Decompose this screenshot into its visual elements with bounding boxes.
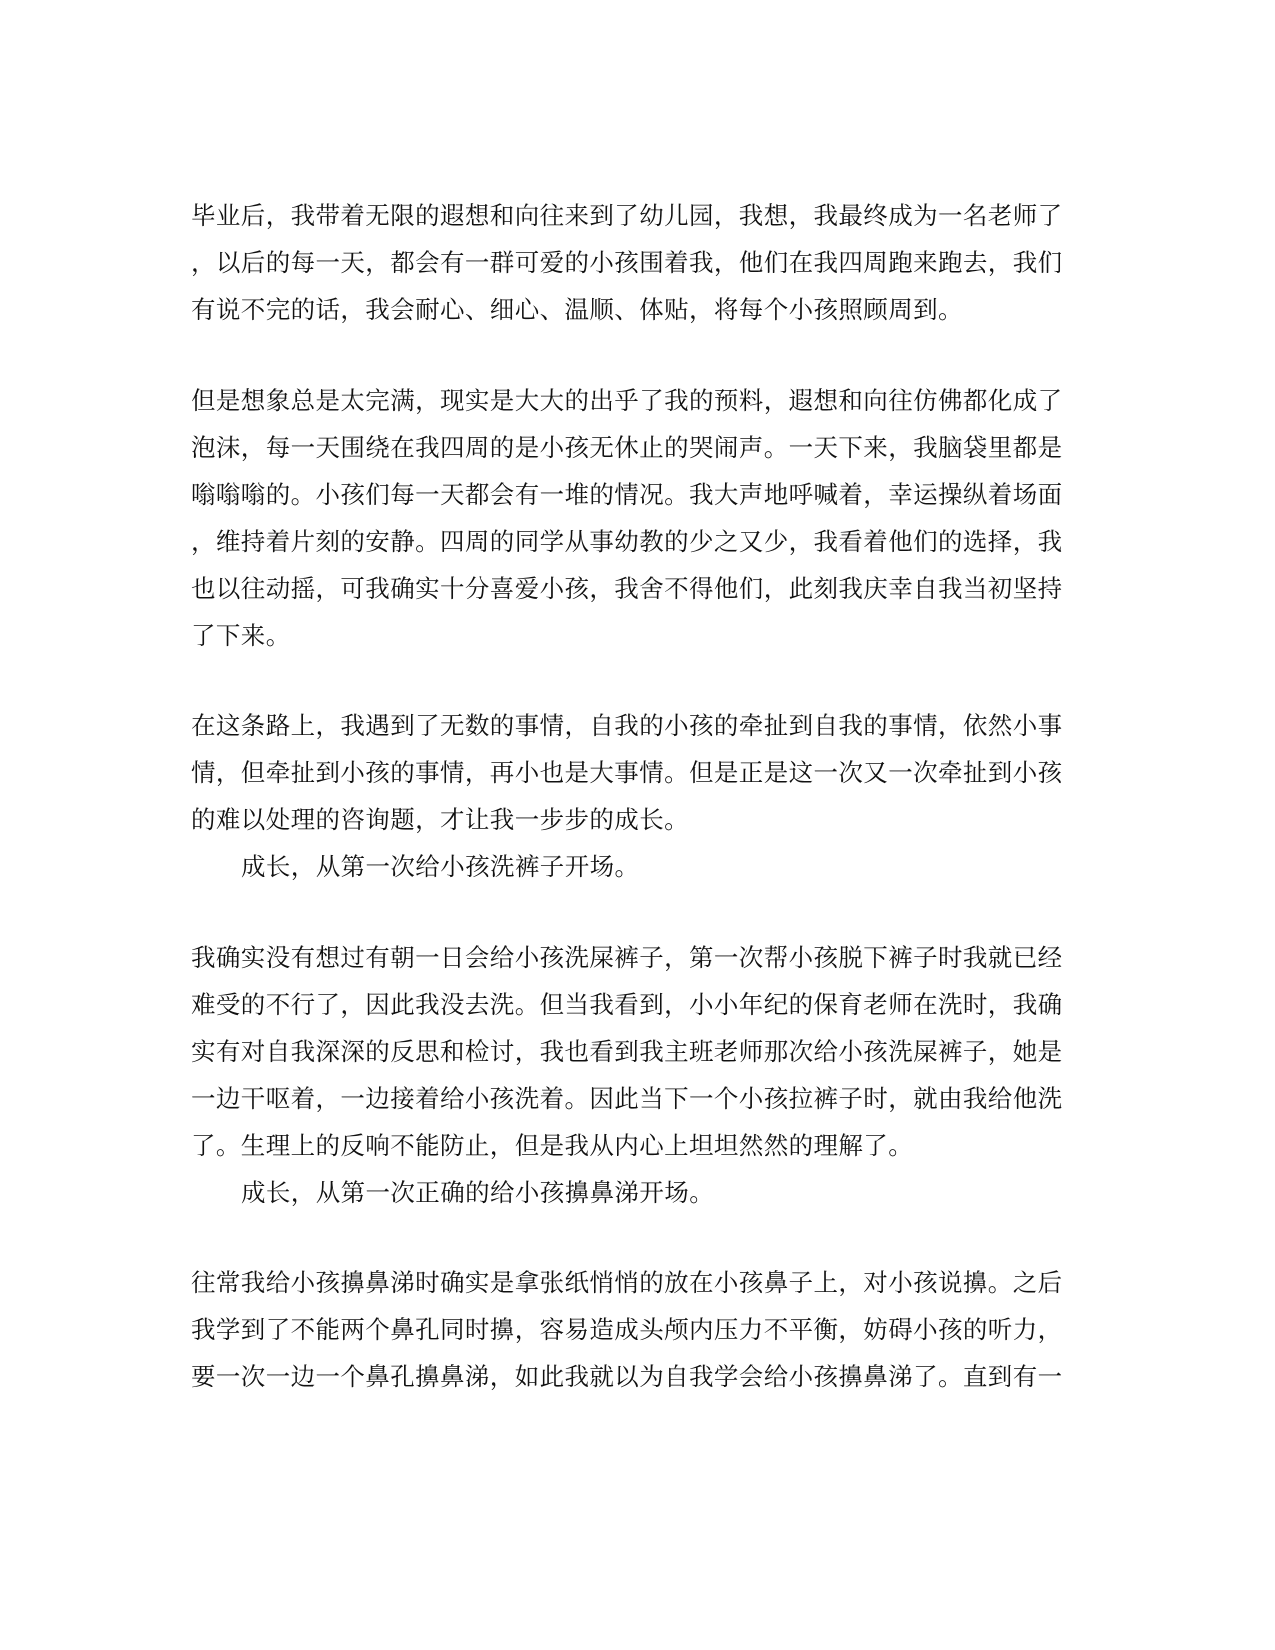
- paragraph-line: 但是想象总是太完满，现实是大大的出乎了我的预料，遐想和向往仿佛都化成了: [191, 386, 1063, 415]
- paragraph-line: 嗡嗡嗡的。小孩们每一天都会有一堆的情况。我大声地呼喊着，幸运操纵着场面: [191, 480, 1063, 509]
- paragraph-line: ，以后的每一天，都会有一群可爱的小孩围着我，他们在我四周跑来跑去，我们: [191, 248, 1063, 277]
- paragraph-line: 难受的不行了，因此我没去洗。但当我看到，小小年纪的保育老师在洗时，我确: [191, 990, 1063, 1019]
- paragraph-line: 要一次一边一个鼻孔擤鼻涕，如此我就以为自我学会给小孩擤鼻涕了。直到有一: [191, 1362, 1063, 1391]
- paragraph-line: 情，但牵扯到小孩的事情，再小也是大事情。但是正是这一次又一次牵扯到小孩: [191, 758, 1063, 787]
- section-heading: 成长，从第一次正确的给小孩擤鼻涕开场。: [241, 1178, 715, 1207]
- paragraph-line: 实有对自我深深的反思和检讨，我也看到我主班老师那次给小孩洗屎裤子，她是: [191, 1037, 1063, 1066]
- paragraph-line: 泡沫，每一天围绕在我四周的是小孩无休止的哭闹声。一天下来，我脑袋里都是: [191, 433, 1063, 462]
- paragraph-line: 往常我给小孩擤鼻涕时确实是拿张纸悄悄的放在小孩鼻子上，对小孩说擤。之后: [191, 1268, 1063, 1297]
- paragraph-line: 的难以处理的咨询题，才让我一步步的成长。: [191, 805, 689, 834]
- paragraph-line: 我学到了不能两个鼻孔同时擤，容易造成头颅内压力不平衡，妨碍小孩的听力，: [191, 1315, 1063, 1344]
- paragraph-line: 一边干呕着，一边接着给小孩洗着。因此当下一个小孩拉裤子时，就由我给他洗: [191, 1084, 1063, 1113]
- paragraph-line: 在这条路上，我遇到了无数的事情，自我的小孩的牵扯到自我的事情，依然小事: [191, 711, 1063, 740]
- section-heading: 成长，从第一次给小孩洗裤子开场。: [241, 852, 640, 881]
- paragraph-line: ，维持着片刻的安静。四周的同学从事幼教的少之又少，我看着他们的选择，我: [191, 527, 1063, 556]
- paragraph-line: 了。生理上的反响不能防止，但是我从内心上坦坦然然的理解了。: [191, 1131, 914, 1160]
- paragraph-line: 也以往动摇，可我确实十分喜爱小孩，我舍不得他们，此刻我庆幸自我当初坚持: [191, 574, 1063, 603]
- paragraph-line: 我确实没有想过有朝一日会给小孩洗屎裤子，第一次帮小孩脱下裤子时我就已经: [191, 943, 1063, 972]
- paragraph-line: 毕业后，我带着无限的遐想和向往来到了幼儿园，我想，我最终成为一名老师了: [191, 201, 1063, 230]
- paragraph-line: 了下来。: [191, 621, 291, 650]
- paragraph-line: 有说不完的话，我会耐心、细心、温顺、体贴，将每个小孩照顾周到。: [191, 295, 963, 324]
